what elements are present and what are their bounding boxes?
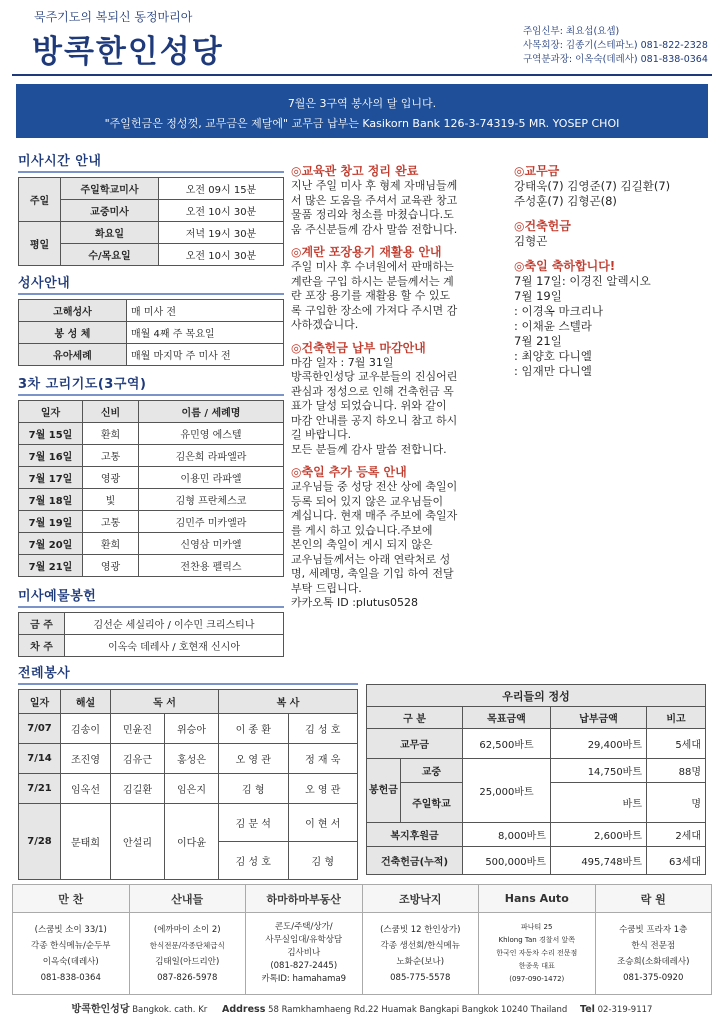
sponsor-line: (스쿰빗 소이 33/1) (34, 924, 107, 935)
sponsors-table (12, 884, 712, 995)
sponsor-line: 081-838-0364 (40, 972, 101, 983)
staff-line: 주임신부: 최요섭(요셉) (523, 26, 620, 37)
notice-body (291, 260, 509, 333)
sponsor-name: Hans Auto (479, 885, 596, 913)
notice (291, 463, 509, 611)
sponsor-line: (스쿰빗 12 한인상가) (380, 924, 461, 935)
liturgy-header: 해설 (61, 690, 111, 714)
mass-time: 저녁 19시 30분 (159, 222, 284, 244)
notice-line: : 이경옥 마크리나 (514, 304, 603, 318)
rosary-mystery: 영광 (83, 467, 139, 489)
sponsor-info (13, 913, 130, 995)
offerings-section (366, 684, 706, 875)
notice-line: 부탁 드립니다. (291, 581, 362, 595)
table-row (367, 847, 706, 875)
sponsor-line: (에까마이 소이 2) (153, 924, 221, 935)
offering-paid: 14,750바트 (551, 759, 647, 783)
liturgy-server: 김 성 호 (219, 842, 289, 880)
notice-line: 명, 세례명, 축일을 기입 하여 전달 (291, 567, 454, 580)
notice-title: ◎교무금 (514, 164, 560, 178)
sponsor-line: 파나티 25 (521, 923, 553, 931)
offering-paid: 바트 (551, 783, 647, 823)
mass-time: 오전 09시 15분 (159, 178, 284, 200)
rosary-date: 7월 16일 (19, 445, 83, 467)
notice-line: 주성훈(7) 김형곤(8) (514, 194, 617, 208)
notice-line: 7월 19일 (514, 289, 562, 303)
rosary-section (18, 373, 284, 577)
liturgy-date: 7/14 (19, 744, 61, 774)
sacrament-desc: 매 미사 전 (127, 300, 284, 322)
sponsor-info (479, 913, 596, 995)
notice (514, 257, 714, 379)
notice-title: ◎축일 축하합니다! (514, 259, 616, 273)
sponsor-line: 콘도/주택/상가/ (274, 922, 333, 932)
notice (514, 217, 714, 249)
sponsor-line: (081-827-2445) (270, 961, 338, 971)
flower-week: 금 주 (19, 613, 65, 635)
footer (0, 1000, 724, 1015)
rosary-mystery: 고통 (83, 511, 139, 533)
rosary-date: 7월 15일 (19, 423, 83, 445)
sponsor-info (129, 913, 246, 995)
offering-target: 25,000바트 (463, 759, 551, 823)
liturgy-header: 독 서 (111, 690, 219, 714)
notice-line: 서 많은 도움을 주셔서 교육관 창고 (291, 193, 458, 207)
notice (514, 162, 714, 209)
notice-line: 주일 미사 후 수녀원에서 판매하는 (291, 260, 454, 273)
notice-line: 표가 달성 되었습니다. 위와 같이 (291, 399, 447, 412)
notice (291, 243, 509, 333)
liturgy-guide: 김송이 (61, 714, 111, 744)
notice-line: 교우님들께서는 아래 연락처로 성 (291, 552, 451, 566)
offerings-header: 구 분 (367, 707, 463, 729)
notice-line: 방콕한인성당 교우분들의 진심어린 (291, 370, 458, 383)
offering-label: 봉헌금 (367, 759, 401, 823)
flower-names: 이옥숙 데레사 / 호현재 신시아 (65, 635, 284, 657)
notice-line: 사하겠습니다. (291, 318, 359, 331)
liturgy-server: 김 형 (288, 842, 358, 880)
sacrament-name: 봉 성 체 (19, 322, 127, 344)
sacrament-desc: 매월 4째 주 목요일 (127, 322, 284, 344)
table-row (19, 533, 284, 555)
rosary-date: 7월 19일 (19, 511, 83, 533)
liturgy-server: 오 영 관 (219, 744, 289, 774)
right-column (514, 162, 714, 379)
liturgy-reader: 김유근 (111, 744, 165, 774)
footer-address-label: Address (221, 1004, 266, 1015)
rosary-date: 7월 17일 (19, 467, 83, 489)
sponsor-line: Khlong Tan 경찰서 앞쪽 (498, 936, 575, 944)
sponsor-line: 한국인 자동차 수리 전문점 (496, 949, 578, 957)
sponsor-line: 사무실임대/유학상담 (265, 935, 343, 945)
rosary-header: 이름 / 세례명 (139, 401, 284, 423)
sponsor-info (246, 913, 363, 995)
flowers-section (18, 585, 284, 657)
notice-line: 등록 되어 있지 않은 교우님들이 (291, 494, 444, 508)
sacrament-name: 유아세례 (19, 344, 127, 366)
notice-body (291, 179, 509, 237)
sponsor-line: 김태일(아드리안) (155, 956, 220, 967)
table-row (19, 804, 358, 842)
header-divider (12, 74, 712, 76)
sponsor-name: 산내들 (129, 885, 246, 913)
footer-tel: 02-319-9117 (597, 1005, 653, 1015)
sponsor-line: 조승희(소화데레사) (617, 956, 690, 967)
liturgy-date: 7/07 (19, 714, 61, 744)
notice-line: : 이채윤 스텔라 (514, 319, 592, 333)
banner-line: 7월은 3구역 봉사의 달 입니다. (287, 97, 437, 110)
mass-group-label: 평일 (19, 222, 61, 266)
liturgy-header: 일자 (19, 690, 61, 714)
flower-names: 김선순 세실리아 / 이수민 크리스티나 (65, 613, 284, 635)
liturgy-reader: 김길환 (111, 774, 165, 804)
offering-sublabel: 교중 (400, 759, 462, 783)
offering-label: 복지후원금 (367, 823, 463, 847)
table-row (19, 714, 358, 744)
staff-list (523, 25, 723, 67)
sponsor-line: 카톡ID: hamahama9 (261, 974, 347, 984)
rosary-name: 신영삼 미카엘 (139, 533, 284, 555)
notice-line: 7월 17일: 이경진 알렉시오 (514, 274, 651, 288)
section-title: 미사예물봉헌 (18, 589, 97, 604)
notice-line: 지난 주일 미사 후 형제 자매님들께 (291, 179, 458, 192)
notice-line: 록 구입한 장소에 가져다 주시면 감 (291, 303, 458, 317)
liturgy-date: 7/21 (19, 774, 61, 804)
table-row (19, 744, 358, 774)
sponsor-line: 한종욱 대표 (518, 962, 555, 970)
liturgy-section (18, 662, 358, 880)
liturgy-header: 복 사 (219, 690, 358, 714)
rosary-name: 유민영 에스텔 (139, 423, 284, 445)
liturgy-guide: 임옥선 (61, 774, 111, 804)
table-row (367, 729, 706, 759)
notice-line: 김형곤 (514, 234, 548, 248)
mass-group-label: 주일 (19, 178, 61, 222)
table-row (19, 555, 284, 577)
notice-line: 마감 안내를 공지 하오니 참고 하시 (291, 413, 458, 427)
offering-sublabel: 주일학교 (400, 783, 462, 823)
sponsor-line: 한식전문/각종단체급식 (149, 940, 225, 950)
offerings-header: 납부금액 (551, 707, 647, 729)
rosary-header: 신비 (83, 401, 139, 423)
offerings-title: 우리들의 정성 (367, 685, 706, 707)
rosary-header: 일자 (19, 401, 83, 423)
offering-target: 500,000바트 (463, 847, 551, 875)
offering-note: 명 (647, 783, 706, 823)
offering-paid: 2,600바트 (551, 823, 647, 847)
banner-line: "주일헌금은 정성껏, 교무금은 제달에" 교무금 납부는 Kasikorn Bank 126-3-74319-5 MR. YOSEP CHOI (104, 117, 620, 130)
mass-time: 오전 10시 30분 (159, 244, 284, 266)
section-underline (18, 293, 284, 295)
offerings-header: 비고 (647, 707, 706, 729)
offering-target: 62,500바트 (463, 729, 551, 759)
notice-line: 길 바랍니다. (291, 428, 352, 441)
section-title: 미사시간 안내 (18, 154, 102, 169)
church-title: 방콕한인성당 (32, 34, 224, 70)
notice (291, 339, 509, 458)
rosary-mystery: 고통 (83, 445, 139, 467)
notice-line: 본인의 축일이 게시 되지 않은 (291, 538, 433, 551)
staff-line: 구역분과장: 이옥숙(데레사) 081-838-0364 (523, 54, 708, 65)
offering-label: 건축헌금(누적) (367, 847, 463, 875)
offerings-table (366, 684, 706, 875)
liturgy-table (18, 689, 358, 880)
header (0, 0, 724, 72)
notice-line: 마감 일자 : 7월 31일 (291, 355, 394, 369)
notice-line: : 최양호 다니엘 (514, 349, 592, 363)
sponsor-line: 각종 한식메뉴/순두부 (31, 940, 111, 951)
table-row (19, 511, 284, 533)
liturgy-reader: 안설리 (111, 804, 165, 880)
mass-name: 주일학교미사 (61, 178, 159, 200)
footer-tel-label: Tel (580, 1004, 595, 1015)
notice-title: ◎계란 포장용기 재활용 안내 (291, 245, 442, 259)
rosary-name: 김은희 라파엘라 (139, 445, 284, 467)
sponsor-line: 이옥숙(데레사) (42, 956, 99, 967)
mass-name: 화요일 (61, 222, 159, 244)
notice-line: 교우님들 중 성당 전산 상에 축일이 (291, 480, 458, 493)
sacrament-name: 고해성사 (19, 300, 127, 322)
notice-line: 계십니다. 현재 매주 주보에 축일자 (291, 509, 458, 522)
table-row (19, 774, 358, 804)
rosary-name: 김형 프란체스코 (139, 489, 284, 511)
notice-title: ◎건축헌금 납부 마감안내 (291, 340, 426, 355)
notice (291, 162, 509, 237)
sponsor-name: 락 원 (595, 885, 712, 913)
notice-line: 모든 분들께 감사 말씀 전합니다. (291, 442, 447, 456)
table-row (19, 467, 284, 489)
flowers-table (18, 612, 284, 657)
sacraments-section (18, 272, 284, 366)
section-underline (18, 683, 358, 685)
section-underline (18, 171, 284, 173)
notice-title: ◎교육관 창고 정리 완료 (291, 164, 419, 178)
sponsor-line: 김사비나 (287, 948, 321, 958)
notice-line: : 임재만 다니엘 (514, 364, 592, 378)
liturgy-server: 김 형 (219, 774, 289, 804)
table-row (19, 423, 284, 445)
liturgy-server: 오 영 관 (288, 774, 358, 804)
rosary-date: 7월 20일 (19, 533, 83, 555)
notice-line: 란 포장 용기를 재활용 할 수 있도 (291, 289, 451, 302)
notice-line: 계란을 구입 하시는 분들께서는 계 (291, 274, 454, 288)
sponsor-name: 만 찬 (13, 885, 130, 913)
notice-title: ◎축일 추가 등록 안내 (291, 465, 407, 479)
sponsor-line: 각종 생선회/한식메뉴 (380, 940, 460, 951)
section-underline (18, 394, 284, 396)
notice-body (291, 480, 509, 611)
section-underline (18, 606, 284, 608)
notice-line: 7월 21일 (514, 334, 562, 348)
sacraments-table (18, 299, 284, 366)
mass-name: 수/목요일 (61, 244, 159, 266)
rosary-mystery: 빛 (83, 489, 139, 511)
mass-times-section (18, 150, 284, 266)
notice-line: 카카오톡 ID :plutus0528 (291, 596, 418, 609)
notice-title: ◎건축헌금 (514, 219, 571, 233)
notice-line: 물품 정리와 청소를 마쳤습니다.도 (291, 208, 454, 221)
notice-line: 강태욱(7) 김영준(7) 김길환(7) (514, 179, 671, 193)
notice-body (514, 234, 714, 249)
liturgy-guide: 조진영 (61, 744, 111, 774)
flower-week: 차 주 (19, 635, 65, 657)
table-row (19, 445, 284, 467)
rosary-mystery: 환희 (83, 533, 139, 555)
liturgy-reader: 민윤진 (111, 714, 165, 744)
rosary-date: 7월 21일 (19, 555, 83, 577)
notice-line: 관심과 정성으로 인해 건축헌금 목 (291, 384, 454, 398)
banner (16, 84, 708, 138)
notice-body (514, 274, 714, 379)
sponsor-line: 수쿰빗 프라자 1층 (619, 924, 688, 935)
offering-note: 5세대 (647, 729, 706, 759)
sponsors-section (12, 884, 712, 995)
offering-note: 2세대 (647, 823, 706, 847)
sponsor-line: 087-826-5978 (157, 972, 218, 983)
table-row (19, 489, 284, 511)
footer-address: 58 Ramkhamhaeng Rd.22 Huamak Bangkapi Bangkok 10240 Thailand (268, 1005, 568, 1015)
sponsor-line: 노화순(보나) (396, 956, 445, 967)
liturgy-date: 7/28 (19, 804, 61, 880)
offering-target: 8,000바트 (463, 823, 551, 847)
rosary-table (18, 400, 284, 577)
footer-church-en: Bangkok. cath. Kr (132, 1005, 208, 1015)
sponsor-info (595, 913, 712, 995)
section-title: 성사안내 (18, 276, 71, 291)
offering-label: 교무금 (367, 729, 463, 759)
liturgy-reader: 홍성은 (165, 744, 219, 774)
staff-line: 사목회장: 김종기(스테파노) 081-822-2328 (523, 40, 708, 51)
rosary-name: 이용민 라파엘 (139, 467, 284, 489)
liturgy-reader: 임은지 (165, 774, 219, 804)
mass-name: 교중미사 (61, 200, 159, 222)
notice-body (514, 179, 714, 209)
offering-note: 63세대 (647, 847, 706, 875)
sponsor-line: 085-775-5578 (390, 972, 451, 983)
sponsor-info (362, 913, 479, 995)
table-row (367, 759, 706, 783)
liturgy-server: 이 종 환 (219, 714, 289, 744)
mass-time: 오전 10시 30분 (159, 200, 284, 222)
liturgy-reader: 위승아 (165, 714, 219, 744)
liturgy-reader: 이다윤 (165, 804, 219, 880)
section-title: 전례봉사 (18, 666, 71, 681)
sponsor-line: (097-090-1472) (509, 975, 565, 983)
liturgy-guide: 문태희 (61, 804, 111, 880)
liturgy-server: 이 현 서 (288, 804, 358, 842)
rosary-name: 전찬용 펠릭스 (139, 555, 284, 577)
offerings-header: 목표금액 (463, 707, 551, 729)
rosary-date: 7월 18일 (19, 489, 83, 511)
liturgy-server: 김 문 석 (219, 804, 289, 842)
header-subtitle: 묵주기도의 복되신 동정마리아 (34, 10, 193, 24)
sponsor-line: 한식 전문점 (631, 940, 676, 951)
sponsor-name: 조방낙지 (362, 885, 479, 913)
table-row (367, 823, 706, 847)
sacrament-desc: 매월 마지막 주 미사 전 (127, 344, 284, 366)
offering-paid: 495,748바트 (551, 847, 647, 875)
rosary-name: 김민주 미카엘라 (139, 511, 284, 533)
sponsor-name: 하마하마부동산 (246, 885, 363, 913)
liturgy-server: 정 재 욱 (288, 744, 358, 774)
rosary-mystery: 환희 (83, 423, 139, 445)
mass-times-table (18, 177, 284, 266)
notices-column (291, 162, 509, 611)
footer-church-name: 방콕한인성당 (71, 1004, 130, 1015)
notice-line: 를 게시 하고 있습니다.주보에 (291, 523, 433, 537)
liturgy-server: 김 성 호 (288, 714, 358, 744)
rosary-mystery: 영광 (83, 555, 139, 577)
section-title: 3차 고리기도(3구역) (18, 377, 147, 392)
sponsor-line: 081-375-0920 (623, 972, 684, 983)
offering-note: 88명 (647, 759, 706, 783)
notice-line: 움 주신분들께 감사 말씀 전합니다. (291, 222, 458, 236)
offering-paid: 29,400바트 (551, 729, 647, 759)
notice-body (291, 356, 509, 458)
